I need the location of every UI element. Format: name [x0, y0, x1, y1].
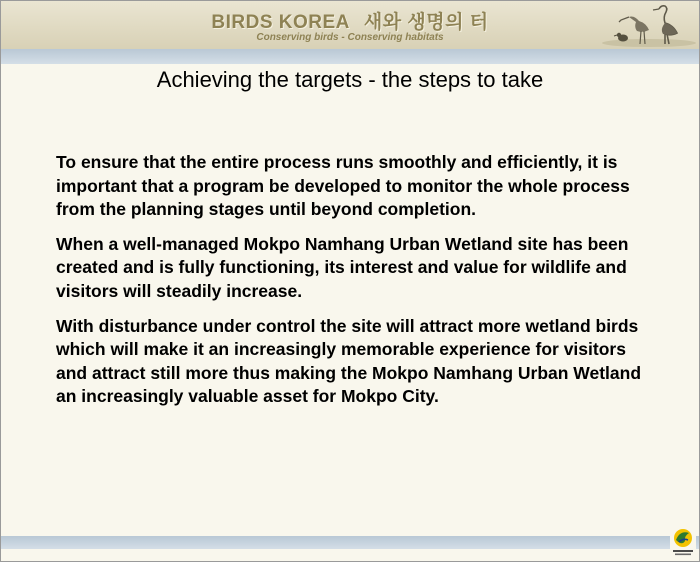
brand-name: BIRDS KOREA — [211, 12, 350, 33]
brand-title — [1, 7, 699, 34]
birds-silhouette-icon — [601, 3, 697, 47]
body-paragraph: With disturbance under control the site will attract more wetland birds which will make it an increasingly memorable experience for visitors and attract still more thus making the Mokpo Namhang Urban Wetland an increasingly valuable asset for Mokpo City. — [56, 315, 642, 407]
slide-title: Achieving the targets - the steps to take — [156, 67, 544, 92]
birds-korea-logo-icon — [670, 527, 696, 557]
body-paragraph: To ensure that the entire process runs smoothly and efficiently, it is important that a program be developed to monitor the whole process from the planning stages until beyond completion. — [56, 152, 630, 220]
bottom-divider-band — [1, 536, 699, 549]
slide-body — [56, 151, 656, 420]
header-banner — [1, 1, 699, 49]
brand-name-korean: 새와 생명의 터 — [363, 12, 489, 33]
top-divider-band — [1, 49, 699, 64]
body-paragraph: When a well-managed Mokpo Namhang Urban Wetland site has been created and is fully functioning, its interest and value for wildlife and visitors will steadily increase. — [56, 233, 629, 301]
brand-tagline: Conserving birds - Conserving habitats — [256, 32, 444, 43]
